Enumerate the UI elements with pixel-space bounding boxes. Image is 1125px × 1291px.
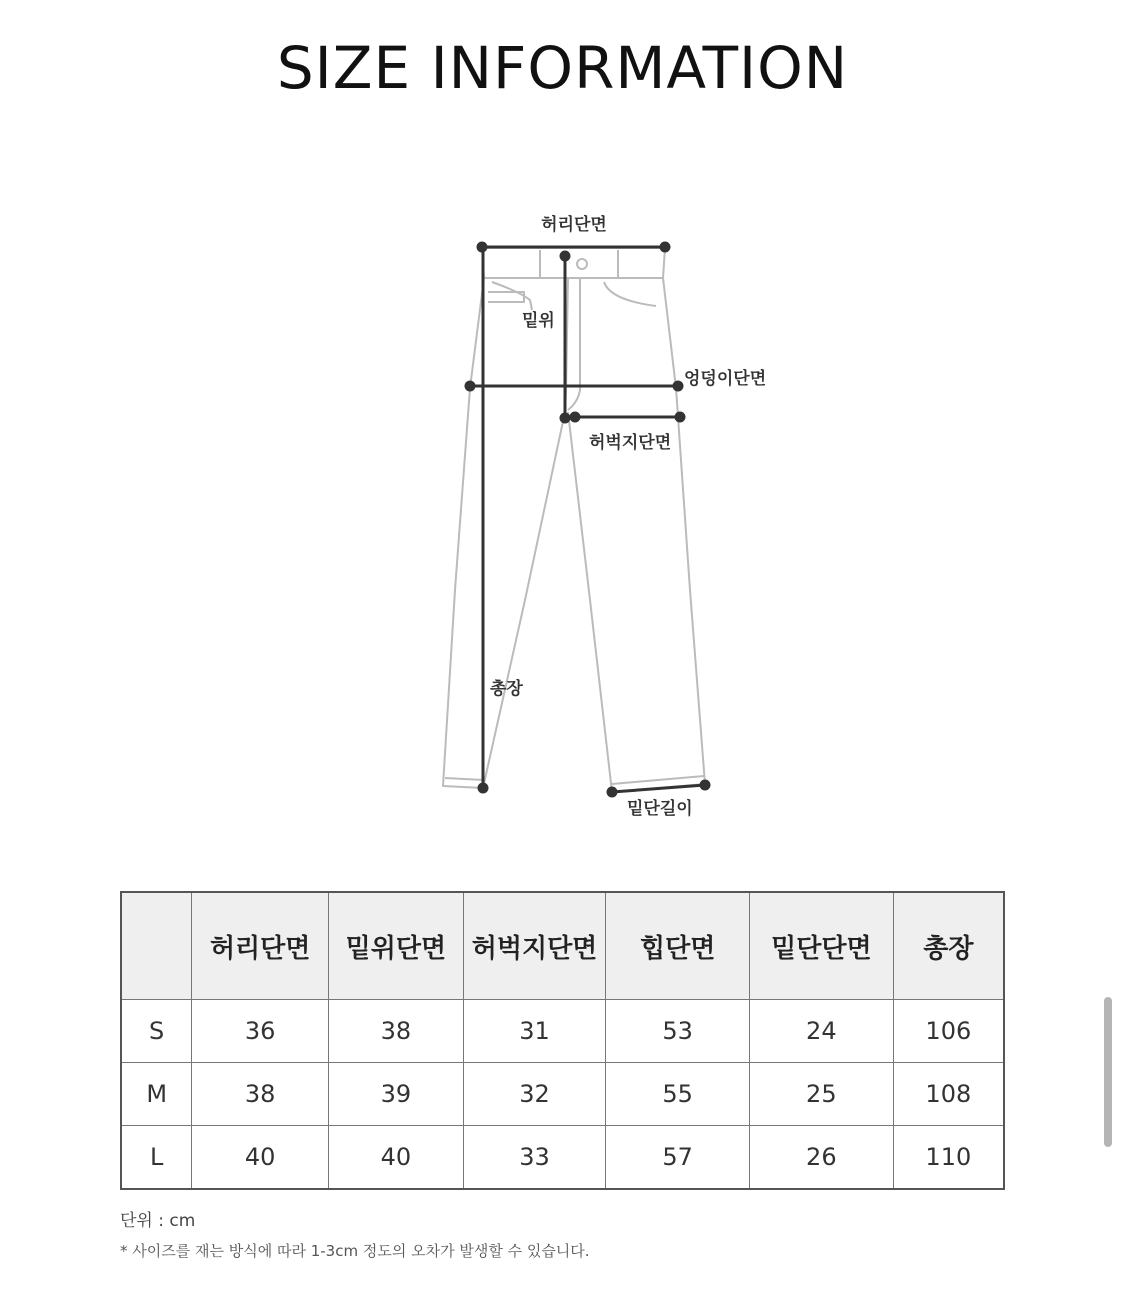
table-cell: 31 bbox=[463, 1000, 606, 1063]
table-cell: 32 bbox=[463, 1063, 606, 1126]
table-cell: 53 bbox=[606, 1000, 750, 1063]
table-header-row bbox=[121, 892, 1004, 1000]
size-table bbox=[120, 891, 1005, 1190]
size-cell: S bbox=[121, 1000, 192, 1063]
table-cell: 40 bbox=[329, 1126, 464, 1190]
header-corner bbox=[121, 892, 192, 1000]
header-thigh: 허벅지단면 bbox=[463, 892, 606, 1000]
size-cell: M bbox=[121, 1063, 192, 1126]
hem-label: 밑단길이 bbox=[627, 799, 693, 819]
length-label: 총장 bbox=[490, 679, 523, 699]
page-title: SIZE INFORMATION bbox=[276, 34, 849, 102]
header-rise: 밑위단면 bbox=[329, 892, 464, 1000]
header-hip: 힙단면 bbox=[606, 892, 750, 1000]
waist-label: 허리단면 bbox=[541, 215, 607, 235]
measurement-note: * 사이즈를 재는 방식에 따라 1-3cm 정도의 오차가 발생할 수 있습니다. bbox=[120, 1242, 590, 1260]
hip-label: 엉덩이단면 bbox=[684, 369, 767, 389]
table-cell: 40 bbox=[192, 1126, 329, 1190]
table-cell: 36 bbox=[192, 1000, 329, 1063]
rise-label: 밑위 bbox=[522, 311, 555, 331]
header-length: 총장 bbox=[893, 892, 1004, 1000]
table-cell: 108 bbox=[893, 1063, 1004, 1126]
table-cell: 38 bbox=[329, 1000, 464, 1063]
thigh-label: 허벅지단면 bbox=[589, 433, 672, 453]
table-cell: 26 bbox=[750, 1126, 894, 1190]
table-cell: 57 bbox=[606, 1126, 750, 1190]
size-cell: L bbox=[121, 1126, 192, 1190]
table-cell: 33 bbox=[463, 1126, 606, 1190]
header-hem: 밑단단면 bbox=[750, 892, 894, 1000]
table-cell: 25 bbox=[750, 1063, 894, 1126]
unit-text: 단위 : cm bbox=[120, 1211, 196, 1231]
hem-measure-line bbox=[612, 785, 705, 792]
table-row bbox=[121, 1000, 1004, 1063]
table-row bbox=[121, 1126, 1004, 1190]
table-cell: 106 bbox=[893, 1000, 1004, 1063]
table-cell: 110 bbox=[893, 1126, 1004, 1190]
table-row bbox=[121, 1063, 1004, 1126]
header-waist: 허리단면 bbox=[192, 892, 329, 1000]
table-cell: 55 bbox=[606, 1063, 750, 1126]
table-cell: 24 bbox=[750, 1000, 894, 1063]
table-cell: 39 bbox=[329, 1063, 464, 1126]
scrollbar-thumb[interactable] bbox=[1104, 997, 1112, 1147]
table-cell: 38 bbox=[192, 1063, 329, 1126]
